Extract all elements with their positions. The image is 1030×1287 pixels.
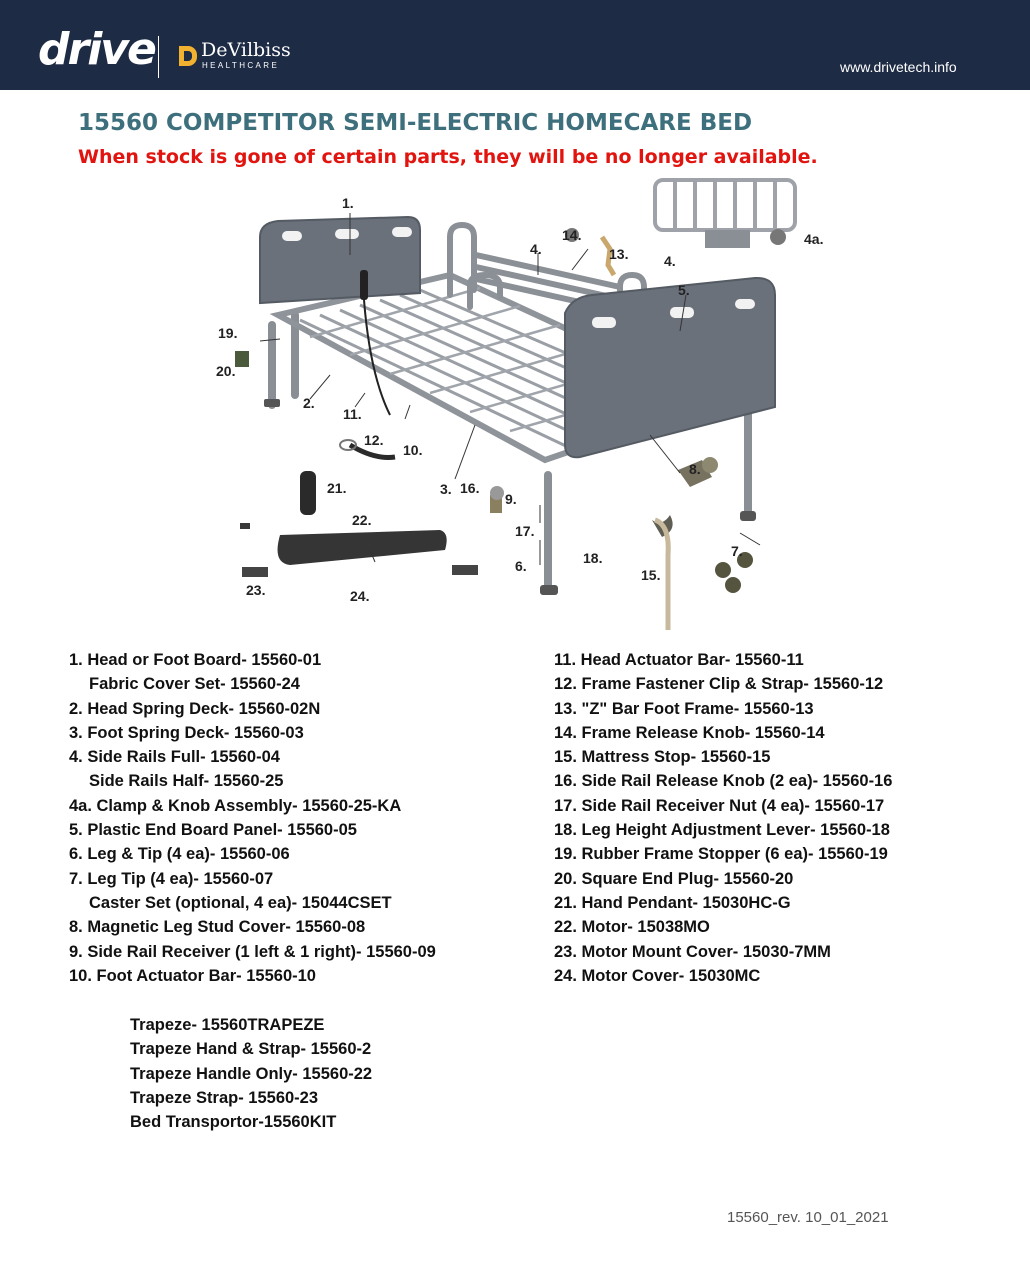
list-item: Bed Transportor-15560KIT [130, 1113, 337, 1132]
callout-4-halfrail: 4. [664, 253, 676, 269]
devilbiss-logo-icon [176, 44, 198, 68]
list-item: 24. Motor Cover- 15030MC [554, 966, 761, 985]
list-item: Trapeze Handle Only- 15560-22 [130, 1064, 373, 1083]
list-item: 11. Head Actuator Bar- 15560-11 [554, 651, 804, 669]
callout-9: 9. [505, 491, 517, 507]
callout-16: 16. [460, 480, 480, 496]
list-item: 18. Leg Height Adjustment Lever- 15560-18 [554, 821, 890, 840]
list-item: 8. Magnetic Leg Stud Cover- 15560-08 [69, 918, 366, 937]
callout-14: 14. [562, 227, 582, 243]
callout-3: 3. [440, 481, 452, 497]
list-item: 22. Motor- 15038MO [554, 918, 710, 937]
devilbiss-logo-subtext: HEALTHCARE [202, 61, 280, 70]
parts-list-left [69, 648, 436, 988]
callout-21: 21. [327, 480, 347, 496]
callout-24: 24. [350, 588, 370, 604]
list-item: 15. Mattress Stop- 15560-15 [554, 748, 771, 767]
list-item: Trapeze- 15560TRAPEZE [130, 1016, 325, 1034]
callout-23: 23. [246, 582, 266, 598]
callout-13: 13. [609, 246, 629, 262]
drive-logo: drive [38, 24, 155, 75]
callout-22: 22. [352, 512, 372, 528]
list-item: Caster Set (optional, 4 ea)- 15044CSET [89, 893, 392, 912]
callout-15: 15. [641, 567, 661, 583]
callout-17: 17. [515, 523, 535, 539]
stock-notice: When stock is gone of certain parts, they will be no longer available. [78, 146, 818, 168]
list-item: 5. Plastic End Board Panel- 15560-05 [69, 821, 357, 840]
callout-19: 19. [218, 325, 238, 341]
callout-2: 2. [303, 395, 315, 411]
list-item: 19. Rubber Frame Stopper (6 ea)- 15560-19 [554, 845, 888, 864]
list-item: Trapeze Strap- 15560-23 [130, 1088, 319, 1107]
list-item: 10. Foot Actuator Bar- 15560-10 [69, 966, 316, 985]
list-item: 20. Square End Plug- 15560-20 [554, 869, 794, 888]
parts-list-accessories [130, 1013, 372, 1134]
page-title: 15560 COMPETITOR SEMI-ELECTRIC HOMECARE BED [78, 110, 753, 136]
list-item: Side Rails Half- 15560-25 [89, 772, 284, 791]
bed-exploded-diagram [200, 175, 840, 645]
list-item: 9. Side Rail Receiver (1 left & 1 right)- 15560-09 [69, 942, 436, 961]
list-item: 12. Frame Fastener Clip & Strap- 15560-12 [554, 675, 884, 694]
list-item: 21. Hand Pendant- 15030HC-G [554, 893, 791, 912]
header-bar [0, 0, 1030, 90]
list-item: 17. Side Rail Receiver Nut (4 ea)- 15560-17 [554, 796, 885, 815]
list-item: Trapeze Hand & Strap- 15560-2 [130, 1040, 372, 1059]
parts-list-right [554, 648, 892, 988]
callout-10: 10. [403, 442, 423, 458]
callout-5: 5. [678, 282, 690, 298]
website-url: www.drivetech.info [840, 59, 957, 75]
list-item: 2. Head Spring Deck- 15560-02N [69, 699, 321, 718]
callout-4: 4. [530, 241, 542, 257]
callout-18: 18. [583, 550, 603, 566]
list-item: 7. Leg Tip (4 ea)- 15560-07 [69, 869, 274, 888]
callout-4a: 4a. [804, 231, 824, 247]
callout-11: 11. [343, 406, 362, 422]
list-item: 16. Side Rail Release Knob (2 ea)- 15560-16 [554, 772, 893, 791]
callout-8: 8. [689, 461, 701, 477]
callout-7: 7. [731, 543, 743, 559]
revision-label: 15560_rev. 10_01_2021 [727, 1209, 889, 1226]
list-item: 4a. Clamp & Knob Assembly- 15560-25-KA [69, 796, 402, 815]
callout-12: 12. [364, 432, 384, 448]
list-item: Fabric Cover Set- 15560-24 [89, 675, 300, 694]
devilbiss-logo-text: DeVilbiss [201, 39, 291, 61]
callout-1: 1. [342, 195, 354, 211]
logo-divider [158, 36, 159, 78]
list-item: 1. Head or Foot Board- 15560-01 [69, 651, 322, 669]
list-item: 4. Side Rails Full- 15560-04 [69, 748, 280, 767]
bed-illustration [200, 175, 840, 645]
list-item: 13. "Z" Bar Foot Frame- 15560-13 [554, 699, 814, 718]
list-item: 6. Leg & Tip (4 ea)- 15560-06 [69, 845, 290, 864]
callout-6: 6. [515, 558, 527, 574]
list-item: 23. Motor Mount Cover- 15030-7MM [554, 942, 831, 961]
list-item: 3. Foot Spring Deck- 15560-03 [69, 723, 304, 742]
list-item: 14. Frame Release Knob- 15560-14 [554, 723, 825, 742]
callout-20: 20. [216, 363, 236, 379]
